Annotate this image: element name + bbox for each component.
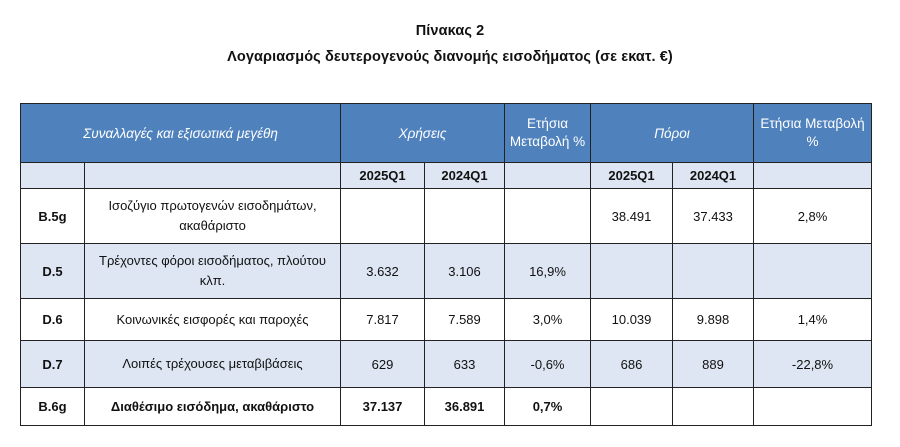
cell-res-2024: 889 [673, 341, 754, 388]
cell-uses-change: 0,7% [505, 388, 591, 426]
cell-res-2024: 37.433 [673, 189, 754, 244]
header-resources: Πόροι [591, 104, 754, 163]
row-description: Λοιπές τρέχουσες μεταβιβάσεις [85, 341, 341, 388]
table-row [21, 299, 872, 341]
subheader-empty-change-res [754, 163, 872, 189]
row-code: B.6g [21, 388, 85, 426]
cell-uses-2024: 3.106 [425, 244, 505, 299]
table-subtitle: Λογαριασμός δευτερογενούς διανομής εισοδήματος (σε εκατ. €) [227, 49, 673, 65]
cell-res-change: 2,8% [754, 189, 872, 244]
cell-uses-2025: 37.137 [341, 388, 425, 426]
income-distribution-table [20, 103, 872, 426]
cell-uses-2025: 629 [341, 341, 425, 388]
cell-uses-2025: 7.817 [341, 299, 425, 341]
row-description: Διαθέσιμο εισόδημα, ακαθάριστο [85, 388, 341, 426]
cell-uses-2024: 36.891 [425, 388, 505, 426]
table-number-title: Πίνακας 2 [415, 23, 485, 39]
row-description: Κοινωνικές εισφορές και παροχές [85, 299, 341, 341]
cell-res-2025 [591, 388, 673, 426]
subheader-empty-change-uses [505, 163, 591, 189]
cell-res-2024: 9.898 [673, 299, 754, 341]
cell-res-2024 [673, 244, 754, 299]
row-code: D.5 [21, 244, 85, 299]
subheader-res-2025q1: 2025Q1 [591, 163, 673, 189]
cell-res-change [754, 244, 872, 299]
cell-uses-2024: 7.589 [425, 299, 505, 341]
row-code: D.6 [21, 299, 85, 341]
header-transactions: Συναλλαγές και εξισωτικά μεγέθη [21, 104, 341, 163]
row-description: Ισοζύγιο πρωτογενών εισοδημάτων, ακαθάριστο [85, 189, 341, 244]
cell-res-change: 1,4% [754, 299, 872, 341]
subheader-res-2024q1: 2024Q1 [673, 163, 754, 189]
cell-res-change [754, 388, 872, 426]
header-row [21, 104, 872, 163]
cell-uses-change: 3,0% [505, 299, 591, 341]
row-description: Τρέχοντες φόροι εισοδήματος, πλούτου κλπ. [85, 244, 341, 299]
subheader-uses-2025q1: 2025Q1 [341, 163, 425, 189]
table-row [21, 388, 872, 426]
cell-uses-2024 [425, 189, 505, 244]
row-code: D.7 [21, 341, 85, 388]
header-annual-change-uses: Ετήσια Μεταβολή % [505, 104, 591, 163]
cell-res-2025: 38.491 [591, 189, 673, 244]
subheader-empty-desc [85, 163, 341, 189]
subheader-uses-2024q1: 2024Q1 [425, 163, 505, 189]
cell-res-change: -22,8% [754, 341, 872, 388]
cell-res-2025: 686 [591, 341, 673, 388]
cell-res-2025 [591, 244, 673, 299]
cell-uses-change: -0,6% [505, 341, 591, 388]
table-row [21, 189, 872, 244]
cell-res-2025: 10.039 [591, 299, 673, 341]
subheader-empty-code [21, 163, 85, 189]
header-uses: Χρήσεις [341, 104, 505, 163]
cell-uses-2025 [341, 189, 425, 244]
subheader-row [21, 163, 872, 189]
cell-uses-change: 16,9% [505, 244, 591, 299]
cell-uses-2025: 3.632 [341, 244, 425, 299]
header-annual-change-resources: Ετήσια Μεταβολή % [754, 104, 872, 163]
table-row [21, 341, 872, 388]
cell-uses-change [505, 189, 591, 244]
table-row [21, 244, 872, 299]
cell-res-2024 [673, 388, 754, 426]
cell-uses-2024: 633 [425, 341, 505, 388]
row-code: B.5g [21, 189, 85, 244]
